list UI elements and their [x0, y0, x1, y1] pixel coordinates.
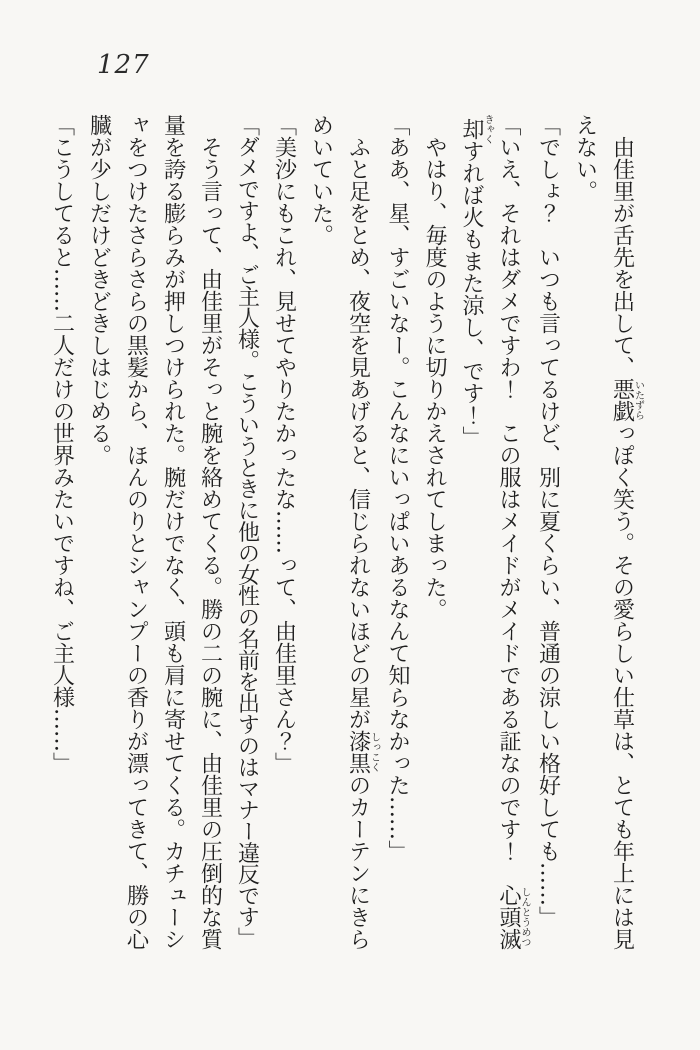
paragraph: 「美沙にもこれ、見せてやりたかったな……って、由佳里さん？」	[271, 114, 297, 774]
text-block	[49, 114, 643, 954]
paragraph: 由佳里が舌先を出して、悪戯いたずらっぽく笑う。その愛らしい仕草は、とても年上には見えない。	[572, 114, 644, 950]
paragraph: 「こうしてると……二人だけの世界みたいですね、ご主人様……」	[49, 114, 75, 774]
paragraph: そう言って、由佳里がそっと腕を絡めてくる。勝の二の腕に、由佳里の圧倒的な質量を誇る膨らみが押しつけられた。腕だけでなく、頭も肩に寄せてくる。カチューシャをつけたさらさらの黒髪から、ほんのりとシャンプーの香りが漂ってきて、勝の心臓が少しだけどきどきしはじめる。	[86, 114, 223, 950]
paragraph: 「ああ、星、すごいなー。こんなにいっぱいあるなんて知らなかった……」	[385, 114, 410, 862]
paragraph: 「いえ、それはダメですわ！ この服はメイドがメイドである証なのです！ 心頭滅しんとうめつ却きゃくすれば火もまた涼し、です！」	[459, 114, 530, 950]
page-number: 127	[97, 50, 150, 80]
ruby-annotated-text: 心頭滅しんとうめつ	[496, 884, 530, 950]
ruby-annotated-text: 却きゃく	[459, 114, 493, 144]
ruby-annotated-text: 漆黒しっこく	[345, 730, 380, 774]
paragraph: やはり、毎度のように切りかえされてしまった。	[422, 136, 447, 620]
ruby-annotated-text: 悪戯いたずら	[609, 378, 644, 422]
paragraph: ふと足をとめ、夜空を見あげると、信じられないほどの星が漆黒しっこくのカーテンにきらめいていた。	[308, 114, 380, 950]
paragraph: 「でしょ？ いつも言ってるけど、別に夏くらい、普通の涼しい格好しても……」	[535, 114, 561, 928]
paragraph: 「ダメですよ、ご主人様。こういうときに他の女性の名前を出すのはマナー違反です」	[234, 114, 260, 949]
